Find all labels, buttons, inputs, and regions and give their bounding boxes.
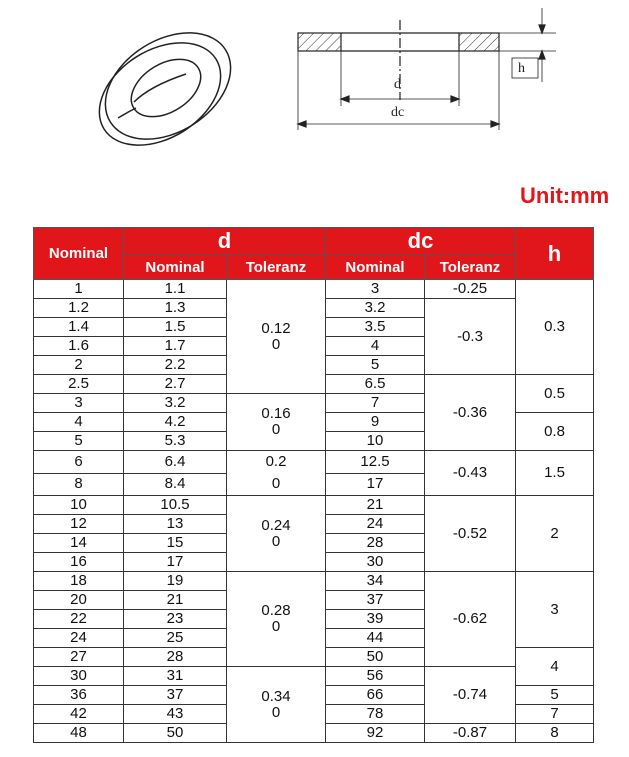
dc-nominal-cell: 44 — [326, 629, 425, 648]
d-tolerance-cell — [227, 451, 326, 496]
nominal-cell: 1.2 — [34, 299, 124, 318]
d-tolerance-lower: 0 — [271, 703, 281, 721]
d-nominal-cell: 5.3 — [124, 432, 227, 451]
dc-nominal-cell: 30 — [326, 553, 425, 572]
d-nominal-cell: 23 — [124, 610, 227, 629]
d-tolerance-upper: 0.16 — [261, 405, 291, 422]
d-tolerance-lower: 0 — [271, 475, 281, 492]
dc-nominal-cell: 3.5 — [326, 318, 425, 337]
dc-nominal-cell: 39 — [326, 610, 425, 629]
header-nominal: Nominal — [34, 228, 124, 280]
dc-nominal-cell: 78 — [326, 705, 425, 724]
drawing-label-d: d — [394, 77, 401, 92]
header-dc: dc — [326, 228, 516, 255]
dc-tolerance-cell: -0.87 — [425, 724, 516, 743]
d-nominal-cell: 28 — [124, 648, 227, 667]
dc-nominal-cell: 66 — [326, 686, 425, 705]
washer-drawing — [0, 0, 629, 190]
d-tolerance-upper: 0.12 — [261, 319, 291, 337]
nominal-cell: 22 — [34, 610, 124, 629]
header-dc-tolerance: Toleranz — [425, 255, 516, 280]
nominal-cell: 20 — [34, 591, 124, 610]
dc-tolerance-cell: -0.25 — [425, 280, 516, 299]
nominal-cell: 1.6 — [34, 337, 124, 356]
d-tolerance-upper: 0.28 — [261, 602, 291, 619]
nominal-cell: 2.5 — [34, 375, 124, 394]
h-cell: 2 — [516, 496, 594, 572]
d-tolerance-lower: 0 — [271, 532, 281, 550]
dc-nominal-cell: 92 — [326, 724, 425, 743]
nominal-cell: 14 — [34, 534, 124, 553]
nominal-cell: 30 — [34, 667, 124, 686]
dc-tolerance-cell: -0.52 — [425, 496, 516, 572]
dc-nominal-cell: 10 — [326, 432, 425, 451]
header-d-nominal: Nominal — [124, 255, 227, 280]
d-nominal-cell: 15 — [124, 534, 227, 553]
nominal-cell: 4 — [34, 413, 124, 432]
nominal-cell: 24 — [34, 629, 124, 648]
washer-3d-view — [81, 11, 250, 166]
table-row — [34, 496, 594, 515]
dc-tolerance-cell: -0.62 — [425, 572, 516, 667]
d-nominal-cell: 13 — [124, 515, 227, 534]
dc-nominal-cell: 7 — [326, 394, 425, 413]
nominal-cell: 36 — [34, 686, 124, 705]
d-nominal-cell: 25 — [124, 629, 227, 648]
d-nominal-cell: 1.3 — [124, 299, 227, 318]
d-nominal-cell: 10.5 — [124, 496, 227, 515]
d-tolerance-upper: 0.24 — [261, 516, 291, 534]
d-tolerance-cell — [227, 572, 326, 667]
h-cell: 0.8 — [516, 413, 594, 451]
washer-dimension-table — [33, 227, 594, 743]
h-cell: 1.5 — [516, 451, 594, 496]
h-cell: 5 — [516, 686, 594, 705]
d-tolerance-lower: 0 — [271, 618, 281, 635]
dc-nominal-cell: 3.2 — [326, 299, 425, 318]
nominal-cell: 1.4 — [34, 318, 124, 337]
h-cell: 7 — [516, 705, 594, 724]
dc-nominal-cell: 56 — [326, 667, 425, 686]
nominal-cell: 5 — [34, 432, 124, 451]
table-row — [34, 280, 594, 299]
d-tolerance-cell — [227, 394, 326, 451]
h-cell: 0.5 — [516, 375, 594, 413]
d-nominal-cell: 3.2 — [124, 394, 227, 413]
nominal-cell: 3 — [34, 394, 124, 413]
header-h: h — [516, 228, 594, 280]
nominal-cell: 1 — [34, 280, 124, 299]
d-nominal-cell: 8.4 — [124, 473, 227, 496]
dc-nominal-cell: 24 — [326, 515, 425, 534]
dc-nominal-cell: 34 — [326, 572, 425, 591]
dc-nominal-cell: 12.5 — [326, 451, 425, 474]
dc-nominal-cell: 37 — [326, 591, 425, 610]
h-cell: 8 — [516, 724, 594, 743]
d-tolerance-cell — [227, 667, 326, 743]
d-nominal-cell: 1.7 — [124, 337, 227, 356]
nominal-cell: 18 — [34, 572, 124, 591]
d-tolerance-lower: 0 — [271, 335, 281, 353]
dc-nominal-cell: 21 — [326, 496, 425, 515]
d-nominal-cell: 43 — [124, 705, 227, 724]
d-nominal-cell: 17 — [124, 553, 227, 572]
d-nominal-cell: 2.2 — [124, 356, 227, 375]
dc-nominal-cell: 3 — [326, 280, 425, 299]
d-tolerance-upper: 0.34 — [261, 687, 291, 705]
dc-nominal-cell: 4 — [326, 337, 425, 356]
dc-nominal-cell: 28 — [326, 534, 425, 553]
table-row — [34, 572, 594, 591]
d-nominal-cell: 21 — [124, 591, 227, 610]
d-tolerance-cell — [227, 496, 326, 572]
nominal-cell: 48 — [34, 724, 124, 743]
nominal-cell: 8 — [34, 473, 124, 496]
dc-tolerance-cell: -0.74 — [425, 667, 516, 724]
nominal-cell: 27 — [34, 648, 124, 667]
d-nominal-cell: 37 — [124, 686, 227, 705]
dc-nominal-cell: 17 — [326, 473, 425, 496]
nominal-cell: 12 — [34, 515, 124, 534]
dc-nominal-cell: 5 — [326, 356, 425, 375]
d-nominal-cell: 1.5 — [124, 318, 227, 337]
header-d: d — [124, 228, 326, 255]
drawing-label-h: h — [518, 61, 525, 76]
nominal-cell: 2 — [34, 356, 124, 375]
nominal-cell: 6 — [34, 451, 124, 474]
h-cell: 0.3 — [516, 280, 594, 375]
header-dc-nominal: Nominal — [326, 255, 425, 280]
dc-tolerance-cell: -0.36 — [425, 375, 516, 451]
d-nominal-cell: 19 — [124, 572, 227, 591]
d-nominal-cell: 50 — [124, 724, 227, 743]
nominal-cell: 42 — [34, 705, 124, 724]
d-nominal-cell: 31 — [124, 667, 227, 686]
unit-label: Unit:mm — [520, 183, 610, 208]
dc-nominal-cell: 50 — [326, 648, 425, 667]
dc-tolerance-cell: -0.3 — [425, 299, 516, 375]
d-tolerance-lower: 0 — [271, 421, 281, 438]
d-tolerance-cell — [227, 280, 326, 394]
dc-nominal-cell: 9 — [326, 413, 425, 432]
header-d-tolerance: Toleranz — [227, 255, 326, 280]
d-nominal-cell: 4.2 — [124, 413, 227, 432]
d-nominal-cell: 2.7 — [124, 375, 227, 394]
h-cell: 4 — [516, 648, 594, 686]
d-nominal-cell: 1.1 — [124, 280, 227, 299]
nominal-cell: 16 — [34, 553, 124, 572]
h-cell: 3 — [516, 572, 594, 648]
dc-tolerance-cell: -0.43 — [425, 451, 516, 496]
drawing-label-dc: dc — [391, 105, 405, 120]
d-nominal-cell: 6.4 — [124, 451, 227, 474]
d-tolerance-upper: 0.2 — [265, 453, 287, 470]
table-row — [34, 451, 594, 474]
dc-nominal-cell: 6.5 — [326, 375, 425, 394]
nominal-cell: 10 — [34, 496, 124, 515]
table-row — [34, 667, 594, 686]
